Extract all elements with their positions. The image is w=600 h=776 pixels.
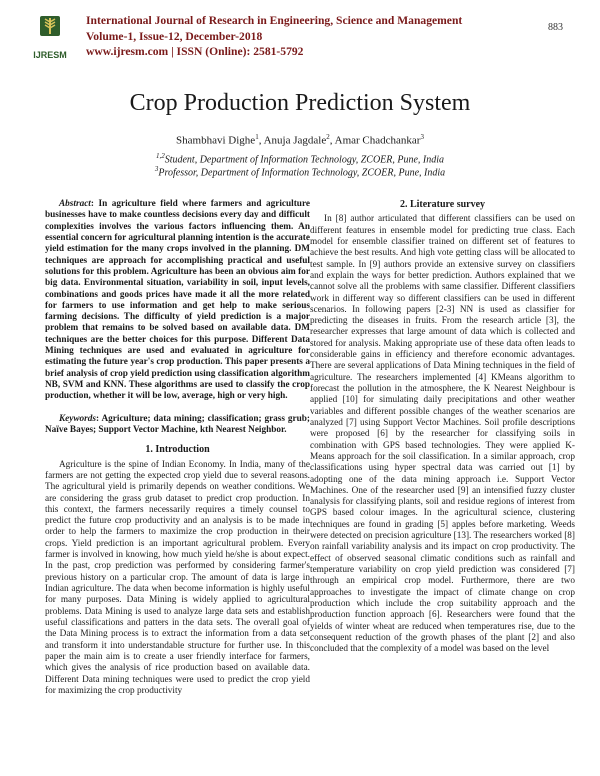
author-sep: , [258, 134, 264, 147]
keywords-label: Keywords [59, 413, 96, 424]
keywords [45, 414, 310, 437]
journal-logo [20, 14, 80, 64]
author-name: Anuja Jagdale [263, 134, 327, 147]
author-name: Amar Chadchankar [334, 134, 421, 147]
abstract [45, 199, 310, 403]
right-column [310, 199, 575, 656]
author-sup: 3 [420, 133, 424, 141]
journal-header [8, 12, 592, 62]
section-heading: 1. Introduction [145, 444, 210, 456]
affiliation [0, 152, 600, 165]
affiliation-text: Student, Department of Information Technology, ZCOER, Pune, India [164, 154, 445, 166]
journal-website: www.ijresm.com | ISSN (Online): 2581-5792 [86, 45, 304, 58]
affiliation-sup: 3 [154, 165, 159, 173]
page-number: 883 [548, 22, 563, 33]
journal-volume: Volume-1, Issue-12, December-2018 [86, 30, 263, 43]
author-sup: 2 [326, 133, 330, 141]
abstract-label: Abstract [59, 199, 91, 209]
affiliation-text: Professor, Department of Information Technology, ZCOER, Pune, India [158, 167, 446, 179]
logo-text: IJRESM [33, 50, 67, 60]
author-sep: , [329, 134, 335, 147]
abstract-text: : In agriculture field where farmers and agriculture businesses have to make countless decisions every day and difficult complexities involves the various factors influencing them. An essential concern for agricultural planning intention is the accurate yield estimation for the many crops involved in the planning. DM techniques are approach for accomplishing practical and useful solutions for this problem. Agriculture has been an obvious aim for big data. Environmental situation, variability in soil, input levels, combinations and goods prices have made it all the more related for farmers to use information and get help to make serious farming decisions. The difficulty of yield prediction is a major problem that remains to be solved based on available data. DM techniques are the better choices for this purpose. Different Data Mining techniques are used and evaluated in agriculture for estimating the future year's crop production. This paper presents a brief analysis of crop yield prediction using classification algorithm NB, SVM and KNN. These algorithms are used to classify the crop production, whether it will be low, average, high or very high. [45, 199, 310, 402]
affiliation [0, 165, 600, 178]
paper-title: Crop Production Prediction System [129, 90, 471, 116]
affiliation-sup: 1,2 [155, 152, 165, 160]
left-column [45, 199, 310, 697]
intro-paragraph: Agriculture is the spine of Indian Economy. In India, many of the farmers are not getting the expected crop yield due to several reasons. The agricultural yield is primarily depends on weather conditions. We are considering the grass grub dataset to predict crop production. In this context, the farmers necessarily requires a timely counsel to predict the future crop productivity and an analysis is to be made in order to help the farmers to maximize the crop production in their crops. Yield prediction is an important agricultural problem. Every farmer is involved in knowing, how much yield he/she is about expect. In the past, crop prediction was performed by considering farmer's previous history on a particular crop. The amount of data is large in Indian agriculture. The data when become information is highly useful for many purposes. Data Mining is widely applied to agricultural problems. Data Mining is used to analyze large data sets and establish useful classifications and patters in the data sets. The overall goal of the Data Mining process is to extract the information from a data set and transform it into understandable structure for further use. In this paper the main aim is to create a user friendly interface for farmers, which gives the analysis of rice production based on available data. Different Data mining techniques were used to predict the crop yield for maximizing the crop productivity [45, 459, 310, 696]
keywords-text: : Agriculture; data mining; classification; grass grub; Naïve Bayes; Support Vector Machine, kth Nearest Neighbor. [45, 413, 310, 435]
section-heading: 2. Literature survey [399, 199, 486, 210]
author-name: Shambhavi Dighe [176, 134, 256, 147]
author-sup: 1 [255, 133, 259, 141]
journal-title: International Journal of Research in Engineering, Science and Management [86, 14, 463, 27]
wheat-emblem-icon [20, 14, 80, 64]
author-list [0, 133, 600, 147]
literature-paragraph: In [8] author articulated that different classifiers can be used on different features in ensemble model for predicting true class. Each model for ensemble classifier trained on different set of features to achieve the best results. And high vote getting class will be allocated to test sample. In [9] authors provide an extensive survey on classifiers and explain the ways for better prediction. Authors explained that we cannot solve all the problems with same classifier. Different classifiers work in different way so different classifiers can be used in different scenarios. In following papers [2-3] NN is used as classifier for predicting the diseases in fruits. From the research article [3], the researcher expresses that large amount of data which is collected and stored for analysis. Making appropriate use of these data often leads to considerable gains in efficiency and therefore economic advantages. There are several applications of Data Mining techniques in the field of agriculture. The researchers implemented [4] KMeans algorithm to forecast the pollution in the atmosphere, the K Nearest Neighbour is applied [10] for simulating daily precipitations and other weather variables and different possible changes of the weather scenarios are analyzed [7] using Support Vector Machines. Soil profile descriptions were proposed [6] by the researcher for classifying soils in combination with GPS based technologies. They were applied K-Means approach for the soil classification. In a similar approach, crop classifications using hyper spectral data was carried out [1] by adopting one of the data mining approach i.e. Support Vector Machines. One of the researcher used [9] an intensified fuzzy cluster analysis for classifying plants, soil and residue regions of interest from GPS based colour images. In the agricultural science, clustering techniques are found in grading [5] apples before marketing. Weeds were detected on precision agriculture [13]. The researchers worked [8] on rainfall variability analysis and its impact on crop productivity. The effect of observed seasonal climatic conditions such as rainfall and temperature variability on crop yield prediction was considered [7] through an empirical crop model. Furthermore, there are two approaches to investigate the impact of climate change on crop production which include the crop suitability approach and the production function approach [6]. Researchers were found that the yields of winter wheat are reduced when temperatures rise, due to the consequent reduction of the growth phases of the plant [2] and also concluded that the complexity of a model was based on the level [310, 214, 575, 655]
